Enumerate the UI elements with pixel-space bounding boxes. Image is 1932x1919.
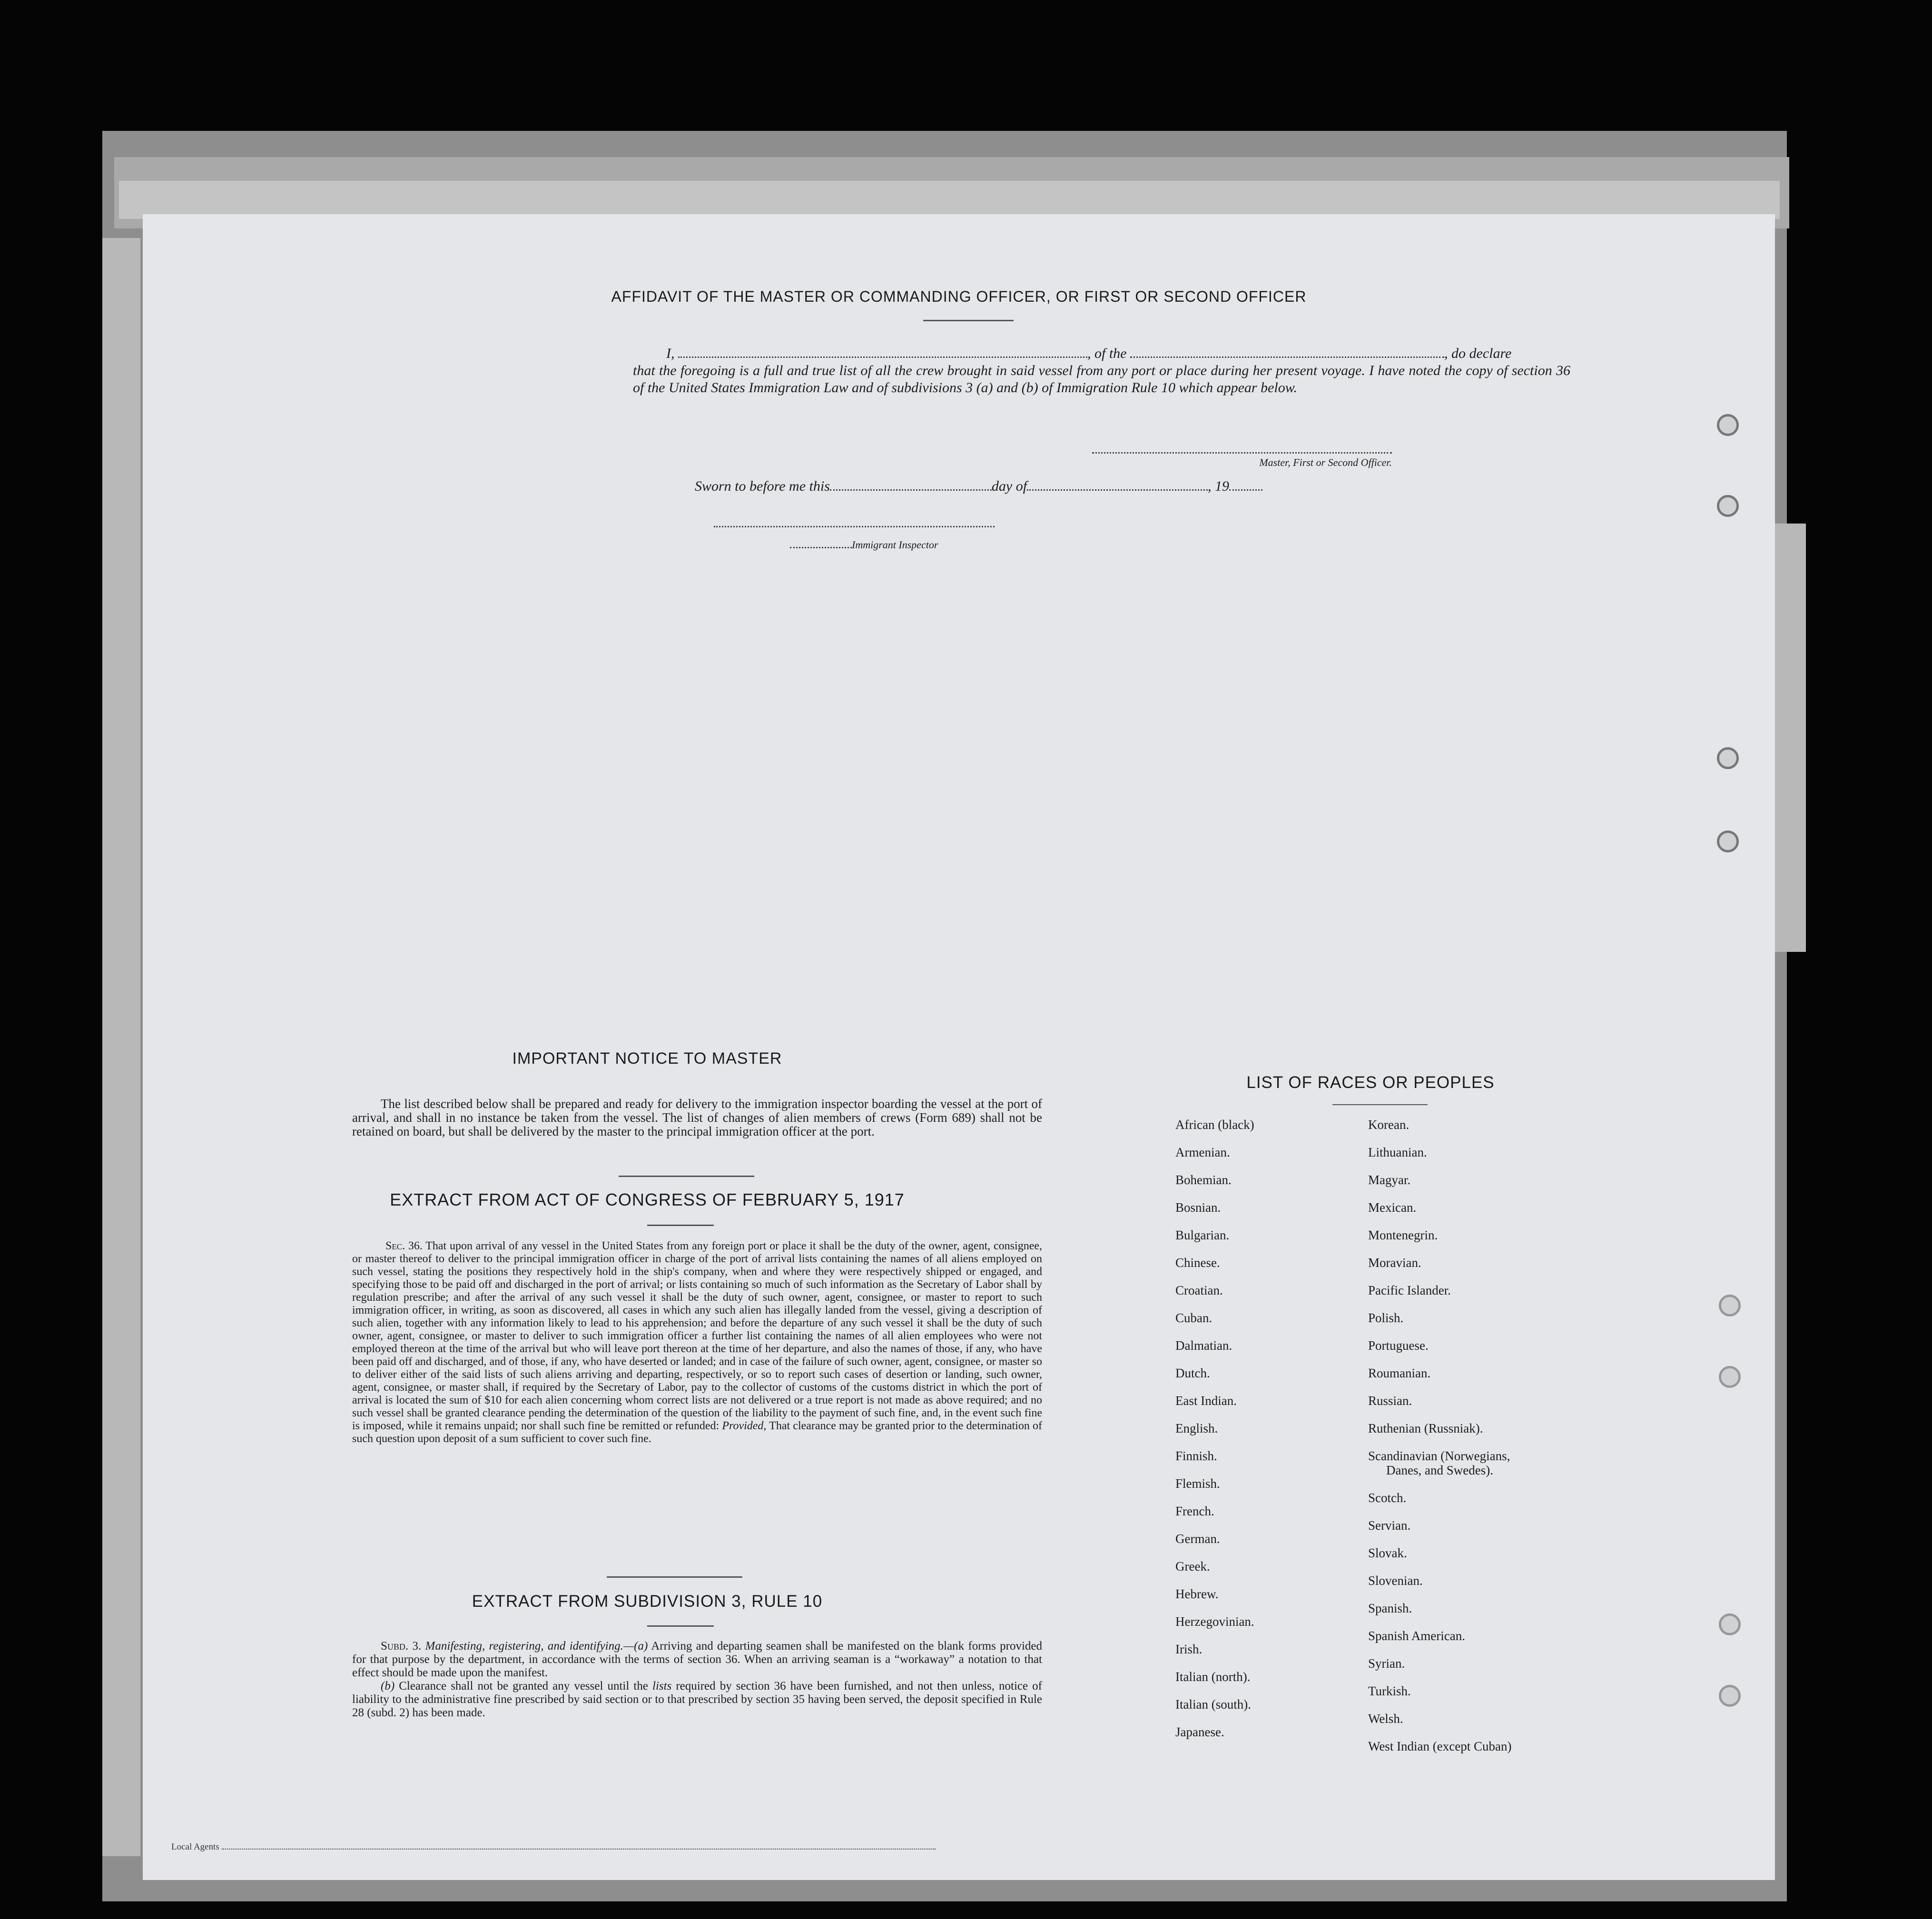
section-label: Sec. 36. (385, 1240, 423, 1252)
race-item: Mexican. (1368, 1200, 1417, 1215)
race-item: Portuguese. (1368, 1338, 1429, 1353)
para-b-lists: lists (652, 1680, 672, 1692)
act-body: That upon arrival of any vessel in the United States from any foreign port or place it shall be the duty of the owner, agent, consignee, or master thereof to deliver to the principal immigration officer in charge of the port of arrival lists containing the names of all aliens employed on such vessel, stating the positions they respectively hold in the ship's company, when and where they were respectively shipped or engaged, and specifying those to be paid off and discharged in the port of arrival; or lists containing so much of such information as the Secretary of Labor shall by regulation prescribe; and after the arrival of any such vessel it shall be the duty of such owner, agent, consignee, or master to report to such immigration officer, in writing, as soon as discovered, all cases in which any such alien has illegally landed from the vessel, giving a description of such alien, together with any information likely to lead to his apprehension; and before the departure of any such vessel it shall be the duty of such owner, agent, consignee, or master to deliver to such immigration officer a further list containing the names of all alien employees who were not employed thereon at the time of the arrival but who will leave port thereon at the time of her departure, and also the names of those, if any, who have been paid off and discharged, and of those, if any, who have deserted or landed; and in case of the failure of such owner, agent, consignee, or master so to deliver either of the said lists of such aliens arriving and departing, respectively, or so to report such cases of desertion or landing, such owner, agent, consignee, or master shall, if required by the Secretary of Labor, pay to the collector of customs of the customs district in which the port of arrival is located the sum of $10 for each alien concerning whom correct lists are not delivered or a true report is not made as above required; and no such vessel shall be granted clearance pending the determination of the question of the liability to the payment of such fine, and, in the event such fine is imposed, while it remains unpaid; nor shall such fine be remitted or refunded: (352, 1240, 1042, 1432)
master-signature-block (1092, 452, 1392, 469)
inspector-dots (790, 547, 852, 548)
punch-hole (1717, 831, 1739, 852)
race-item-continuation: Danes, and Swedes). (1386, 1463, 1493, 1477)
race-item: Magyar. (1368, 1173, 1411, 1187)
race-item: French. (1175, 1504, 1214, 1518)
race-item: German. (1175, 1532, 1220, 1546)
month-field[interactable] (1027, 489, 1208, 491)
punch-hole (1719, 1613, 1741, 1635)
name-field[interactable] (678, 356, 1087, 358)
race-item: Pacific Islander. (1368, 1283, 1451, 1297)
local-agents-label: Local Agents (171, 1842, 219, 1852)
race-item: Armenian. (1175, 1145, 1230, 1159)
declaration-text: that the foregoing is a full and true list of all the crew brought in said vessel from any port or place during her present voyage. I have noted the copy of section 36 of the United States Immigration Law and of subdivisions 3 (a) and (b) of Immigration Rule 10 which appear below. (633, 363, 1570, 396)
race-item: African (black) (1175, 1118, 1254, 1132)
sworn-label: Sworn to before me this (695, 478, 830, 494)
inspector-label: Immigrant Inspector (852, 539, 938, 551)
rule (647, 1225, 714, 1226)
para-b-text-2: required by section 36 have been furnished, and not then unless, notice of liability to the administrative fine prescribed by said section or to that prescribed by section 35 having been served, the deposit specified in Rule 28 (subd. 2) has been made. (352, 1680, 1042, 1719)
rule-title: EXTRACT FROM SUBDIVISION 3, RULE 10 (472, 1592, 823, 1611)
document-page (143, 214, 1775, 1880)
rule (647, 1625, 714, 1627)
race-item: Russian. (1368, 1394, 1412, 1408)
affidavit-title: AFFIDAVIT OF THE MASTER OR COMMANDING OFFICER, OR FIRST OR SECOND OFFICER (611, 288, 1307, 305)
notice-text: The list described below shall be prepared and ready for delivery to the immigration inspector boarding the vessel at the port of arrival, and shall in no instance be taken from the vessel. The list of changes of alien members of crews (Form 689) shall not be retained on board, but shall be delivered by the master to the principal immigration officer at the port. (352, 1097, 1042, 1138)
race-item: Greek. (1175, 1559, 1210, 1573)
race-item: Chinese. (1175, 1256, 1220, 1270)
para-a-label: —(a) (623, 1640, 648, 1652)
para-b-text-1: Clearance shall not be granted any vessel until the (399, 1680, 648, 1692)
race-item: Ruthenian (Russniak). (1368, 1421, 1483, 1435)
sworn-line (695, 478, 1262, 495)
para-a-text: Arriving and departing seamen shall be manifested on the blank forms provided for that purpose by the department, in accordance with the terms of section 36. When an arriving seaman is a “workaway” a notation to that effect should be made upon the manifest. (352, 1640, 1042, 1679)
inspector-signature-line[interactable] (714, 526, 995, 527)
rule (619, 1176, 754, 1177)
of-the-label: , of the (1087, 346, 1127, 361)
race-item: Dutch. (1175, 1366, 1210, 1380)
title-rule (923, 320, 1014, 321)
do-declare-label: , do declare (1444, 346, 1512, 361)
subd-heading: Manifesting, registering, and identifying. (425, 1640, 623, 1652)
year-field[interactable] (1229, 489, 1262, 491)
race-item: Spanish American. (1368, 1629, 1465, 1643)
punch-hole (1719, 1295, 1741, 1316)
race-item: Scotch. (1368, 1491, 1407, 1505)
underlying-sheet-edge-2 (119, 181, 1780, 219)
race-item: Moravian. (1368, 1256, 1421, 1270)
punch-hole (1717, 747, 1739, 769)
punch-hole (1717, 414, 1739, 436)
race-item: Turkish. (1368, 1684, 1411, 1698)
day-field[interactable] (830, 489, 992, 491)
para-b-label: (b) (381, 1680, 395, 1692)
local-agents-line (171, 1842, 936, 1852)
inspector-block (714, 526, 995, 551)
i-label: I, (666, 346, 675, 361)
punch-hole (1717, 495, 1739, 517)
race-item: Finnish. (1175, 1449, 1217, 1463)
race-item: English. (1175, 1421, 1218, 1435)
local-agents-field[interactable] (222, 1849, 936, 1850)
race-item: Italian (south). (1175, 1697, 1251, 1711)
race-item: East Indian. (1175, 1394, 1237, 1408)
race-item: Irish. (1175, 1642, 1203, 1656)
race-item: Slovenian. (1368, 1573, 1423, 1588)
race-item: Slovak. (1368, 1546, 1407, 1560)
vessel-field[interactable] (1130, 356, 1444, 358)
rule-text (352, 1640, 1042, 1720)
race-item: Bohemian. (1175, 1173, 1232, 1187)
notice-title: IMPORTANT NOTICE TO MASTER (512, 1049, 782, 1068)
day-of-label: day of (991, 478, 1027, 494)
race-item: Hebrew. (1175, 1587, 1219, 1601)
inspector-line (790, 539, 995, 551)
act-text (352, 1240, 1042, 1445)
race-item: Italian (north). (1175, 1670, 1251, 1684)
race-item: Croatian. (1175, 1283, 1223, 1297)
subd-label: Subd. 3. (381, 1640, 422, 1652)
race-item: Herzegovinian. (1175, 1614, 1254, 1629)
race-item: Spanish. (1368, 1601, 1412, 1615)
race-item: Japanese. (1175, 1725, 1224, 1739)
punch-hole (1719, 1685, 1741, 1707)
race-item: Bosnian. (1175, 1200, 1221, 1215)
race-item: Roumanian. (1368, 1366, 1431, 1380)
race-item: Montenegrin. (1368, 1228, 1438, 1242)
race-item: Welsh. (1368, 1711, 1403, 1726)
race-item: Polish. (1368, 1311, 1404, 1325)
master-signature-line[interactable] (1092, 452, 1392, 454)
rule (607, 1576, 742, 1578)
year-prefix: , 19 (1208, 478, 1230, 494)
race-item: Servian. (1368, 1518, 1411, 1533)
race-item: West Indian (except Cuban) (1368, 1739, 1512, 1753)
race-item: Korean. (1368, 1118, 1410, 1132)
race-item: Bulgarian. (1175, 1228, 1230, 1242)
rule (1332, 1104, 1428, 1105)
punch-hole (1719, 1366, 1741, 1388)
affidavit-declaration (633, 345, 1585, 396)
race-item: Lithuanian. (1368, 1145, 1427, 1159)
race-item: Syrian. (1368, 1656, 1405, 1671)
race-item: Cuban. (1175, 1311, 1212, 1325)
races-title: LIST OF RACES OR PEOPLES (1246, 1073, 1495, 1092)
master-signature-label: Master, First or Second Officer. (1259, 456, 1392, 468)
left-sheet-edge (102, 238, 140, 1856)
race-item: Scandinavian (Norwegians, (1368, 1449, 1510, 1463)
provided-text: That clearance may be granted prior to the determination of such question upon deposit of a sum sufficient to cover such fine. (352, 1420, 1042, 1445)
race-item: Flemish. (1175, 1476, 1220, 1491)
provided-label: Provided, (722, 1420, 767, 1432)
act-title: EXTRACT FROM ACT OF CONGRESS OF FEBRUARY 5, 1917 (390, 1190, 905, 1209)
right-sheet-edge (1773, 524, 1806, 952)
race-item: Dalmatian. (1175, 1338, 1232, 1353)
